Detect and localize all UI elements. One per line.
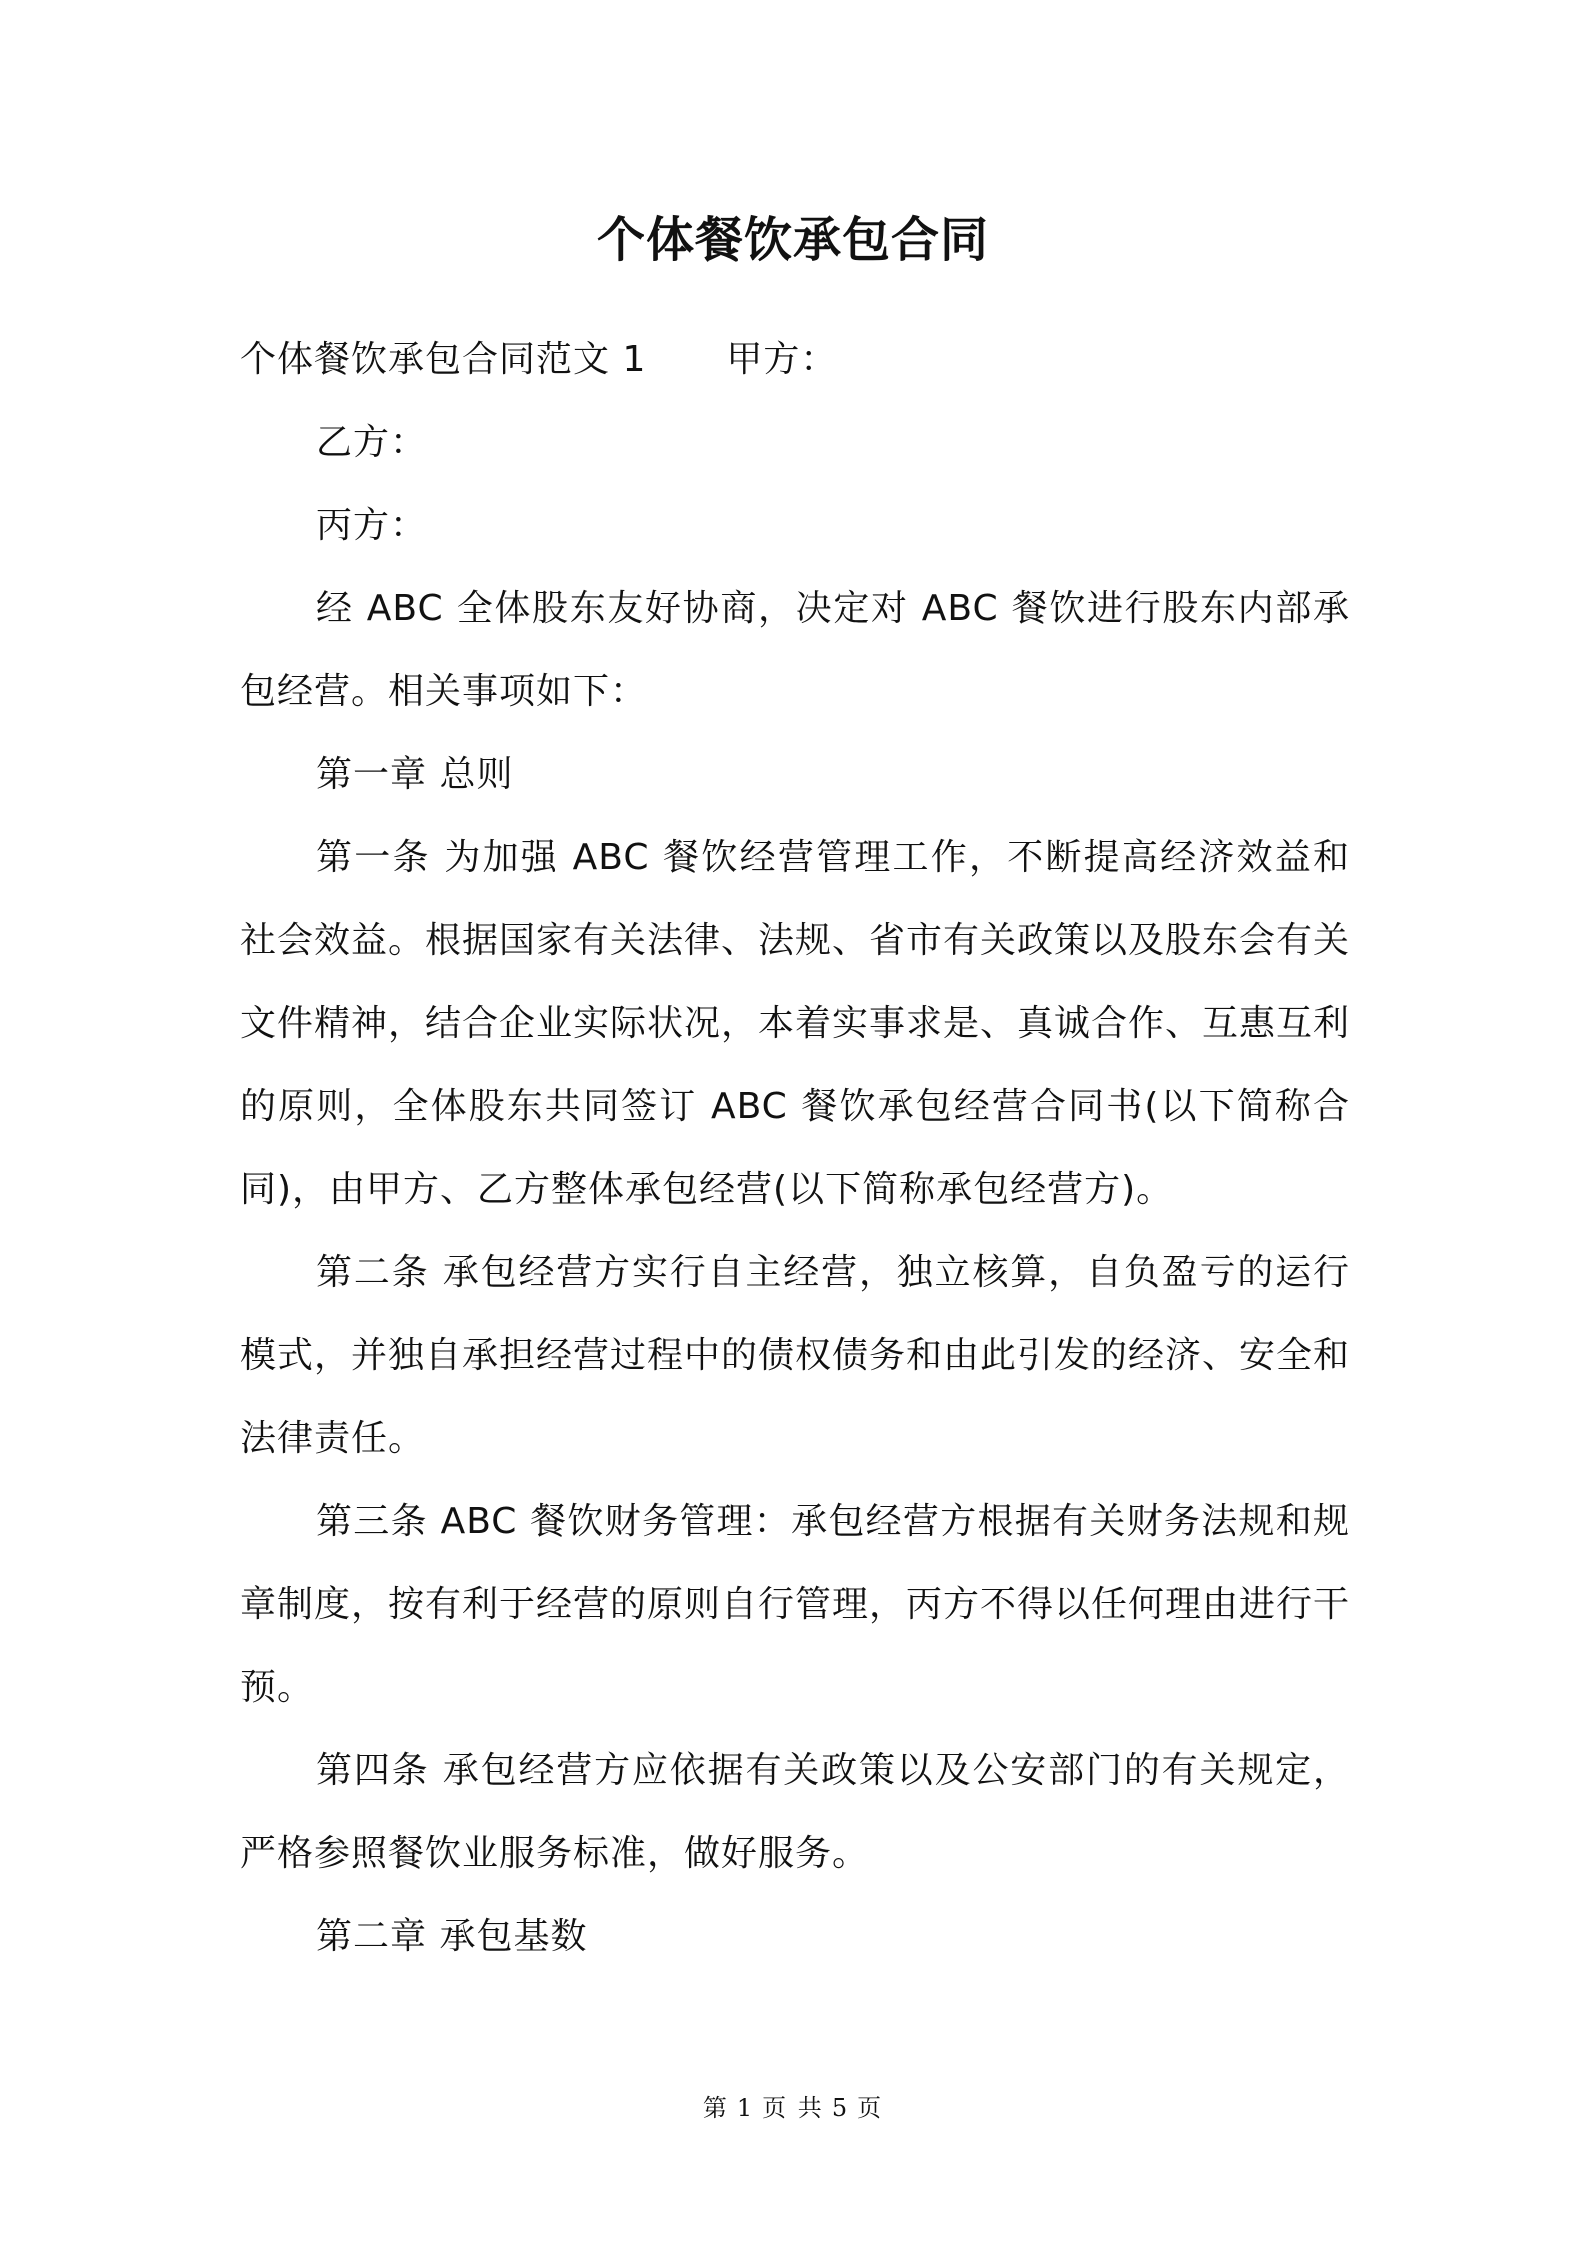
article-2: 第二条 承包经营方实行自主经营，独立核算，自负盈亏的运行模式，并独自承担经营过程中的债权债务和由此引发的经济、安全和法律责任。 [240,1252,1351,1459]
document-body [240,318,1350,1978]
footer-suffix: 页 [857,2094,884,2122]
party-c-label: 丙方： [316,505,428,546]
footer-page-number: 1 [736,2094,755,2122]
footer-total-pages: 5 [831,2094,850,2122]
article-1: 第一条 为加强 ABC 餐饮经营管理工作，不断提高经济效益和社会效益。根据国家有关法律、法规、省市有关政策以及股东会有关文件精神，结合企业实际状况，本着实事求是、真诚合作、互惠互利的原则，全体股东共同签订 ABC 餐饮承包经营合同书(以下简称合同)，由甲方、乙方整体承包经营(以下简称承包经营方)。 [240,837,1351,1210]
party-a-label: 甲方： [726,339,838,380]
document-title: 个体餐饮承包合同 [596,212,989,268]
chapter-2-heading: 第二章 承包基数 [316,1916,588,1957]
page-footer [0,2092,1586,2124]
intro-heading: 个体餐饮承包合同范文 1 [240,339,647,380]
footer-prefix: 第 [702,2094,729,2122]
party-b-label: 乙方： [316,422,428,463]
article-3: 第三条 ABC 餐饮财务管理：承包经营方根据有关财务法规和规章制度，按有利于经营的原则自行管理，丙方不得以任何理由进行干预。 [240,1501,1351,1708]
preamble-paragraph: 经 ABC 全体股东友好协商，决定对 ABC 餐饮进行股东内部承包经营。相关事项如下： [240,588,1350,712]
intro-line [240,318,1350,401]
chapter-1-heading: 第一章 总则 [316,754,514,795]
article-4: 第四条 承包经营方应依据有关政策以及公安部门的有关规定，严格参照餐饮业服务标准，做好服务。 [240,1750,1350,1874]
footer-mid: 页 共 [762,2094,824,2122]
